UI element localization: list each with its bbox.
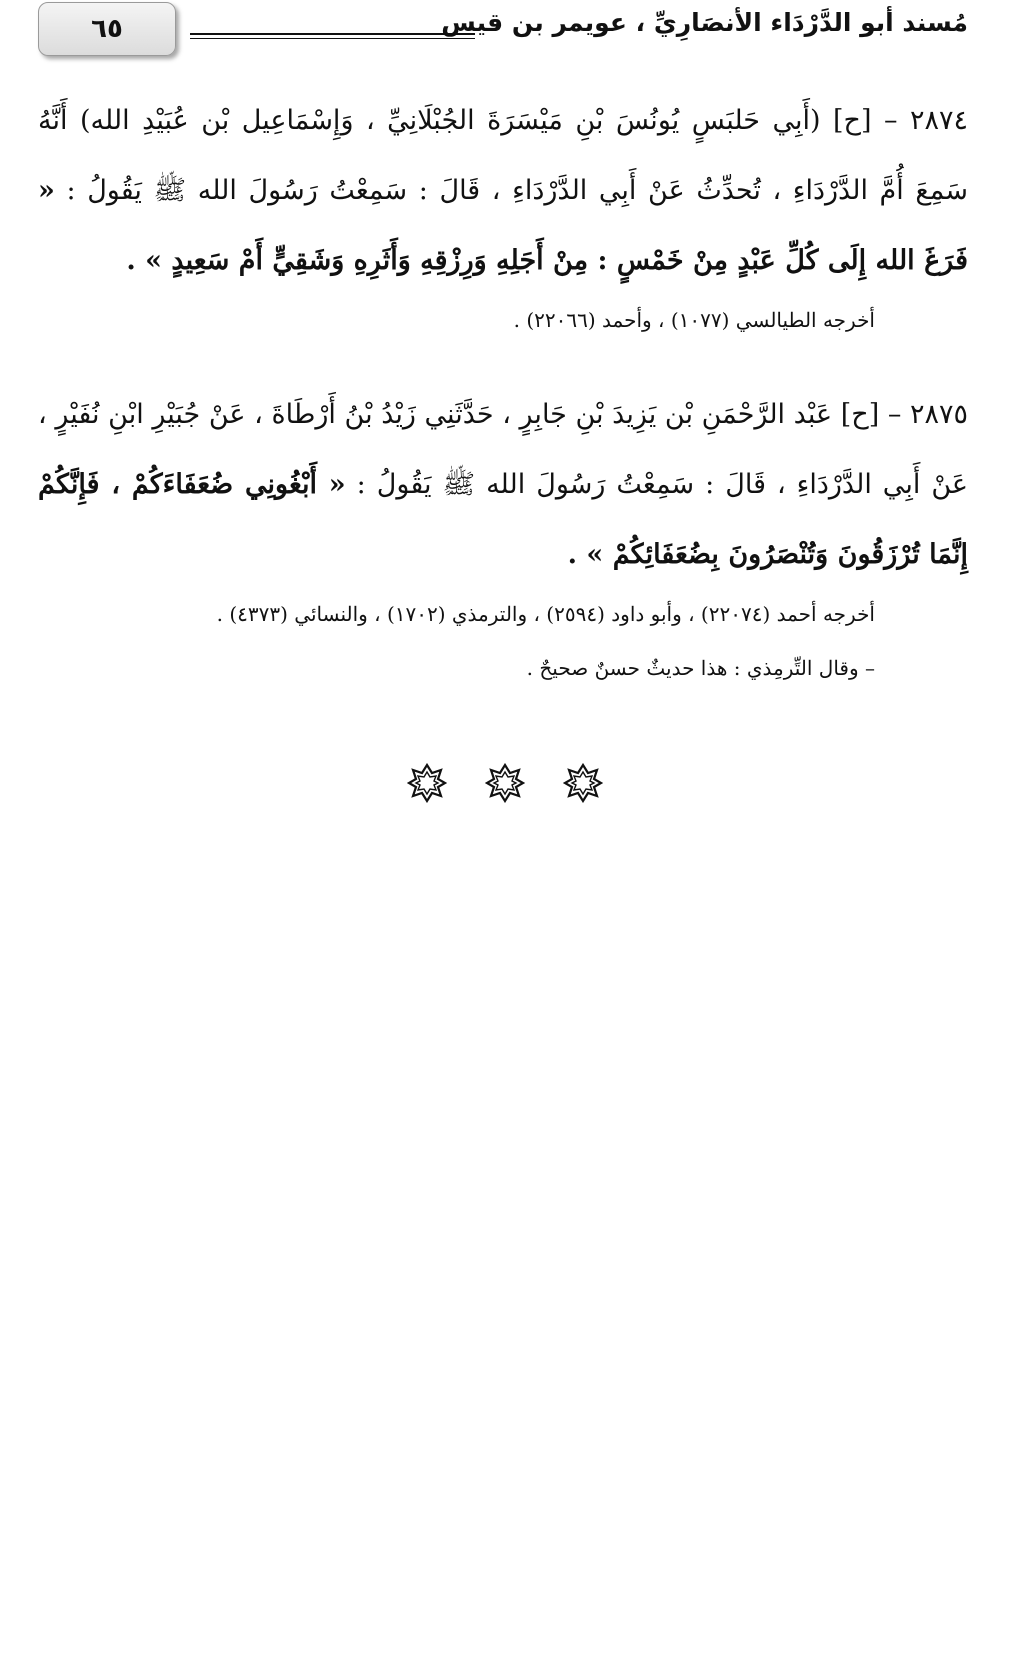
source-line: – وقال التِّرمِذي : هذا حديثٌ حسنٌ صحيحٌ . <box>526 656 875 680</box>
star-ornament-icon <box>485 763 525 803</box>
hadith-2874-sources <box>60 303 875 337</box>
source-line: أخرجه أحمد (٢٢٠٧٤) ، وأبو داود (٢٥٩٤) ، والترمذي (١٧٠٢) ، والنسائي (٤٣٧٣) . <box>216 602 875 626</box>
hadith-number: ٢٨٧٥ <box>909 399 968 430</box>
source-line: أخرجه الطيالسي (١٠٧٧) ، وأحمد (٢٢٠٦٦) . <box>513 308 875 332</box>
page-number-badge <box>38 2 176 56</box>
header-rule <box>190 33 475 39</box>
hadith-number: ٢٨٧٤ <box>909 105 968 136</box>
hadith-2875 <box>38 380 968 590</box>
hadith-isnad: – [ح] (أَبِي حَلبَسٍ يُونُسَ بْنِ مَيْسَرَةَ الجُبْلَانِيِّ ، وَإِسْمَاعِيل بْن عُبَيْدِ الله) أَنَّهُ سَمِعَ أُمَّ الدَّرْدَاءِ ، تُحدِّثُ عَنْ أَبِي الدَّرْدَاءِ ، قَالَ : سَمِعْتُ رَسُولَ الله ﷺ يَقُولُ : <box>38 105 968 206</box>
section-divider-ornaments <box>0 763 1010 803</box>
hadith-matn: « أَبْغُونِي ضُعَفَاءَكُمْ ، فَإِنَّكُمْ إِنَّمَا تُرْزَقُونَ وَتُنْصَرُونَ بِضُعَفَائِكُمْ » . <box>38 469 968 570</box>
hadith-2874 <box>38 86 968 296</box>
running-title: مُسند أبو الدَّرْدَاء الأنصَارِيِّ ، عويمر بن قيس <box>441 8 968 37</box>
hadith-2875-sources <box>60 597 875 685</box>
star-ornament-icon <box>407 763 447 803</box>
star-ornament-icon <box>563 763 603 803</box>
page-number: ٦٥ <box>91 14 123 44</box>
hadith-matn: « فَرَغَ الله إِلَى كُلِّ عَبْدٍ مِنْ خَمْسٍ : مِنْ أَجَلِهِ وَرِزْقِهِ وَأَثَرِهِ وَشَقِيٍّ أَمْ سَعِيدٍ » . <box>38 175 968 276</box>
hadith-isnad: – [ح] عَبْد الرَّحْمَنِ بْن يَزِيدَ بْنِ جَابِرٍ ، حَدَّثَنِي زَيْدُ بْنُ أَرْطَاةَ ، عَنْ جُبَيْرِ ابْنِ نُفَيْرٍ ، عَنْ أَبِي الدَّرْدَاءِ ، قَالَ : سَمِعْتُ رَسُولَ الله ﷺ يَقُولُ : <box>38 399 968 500</box>
